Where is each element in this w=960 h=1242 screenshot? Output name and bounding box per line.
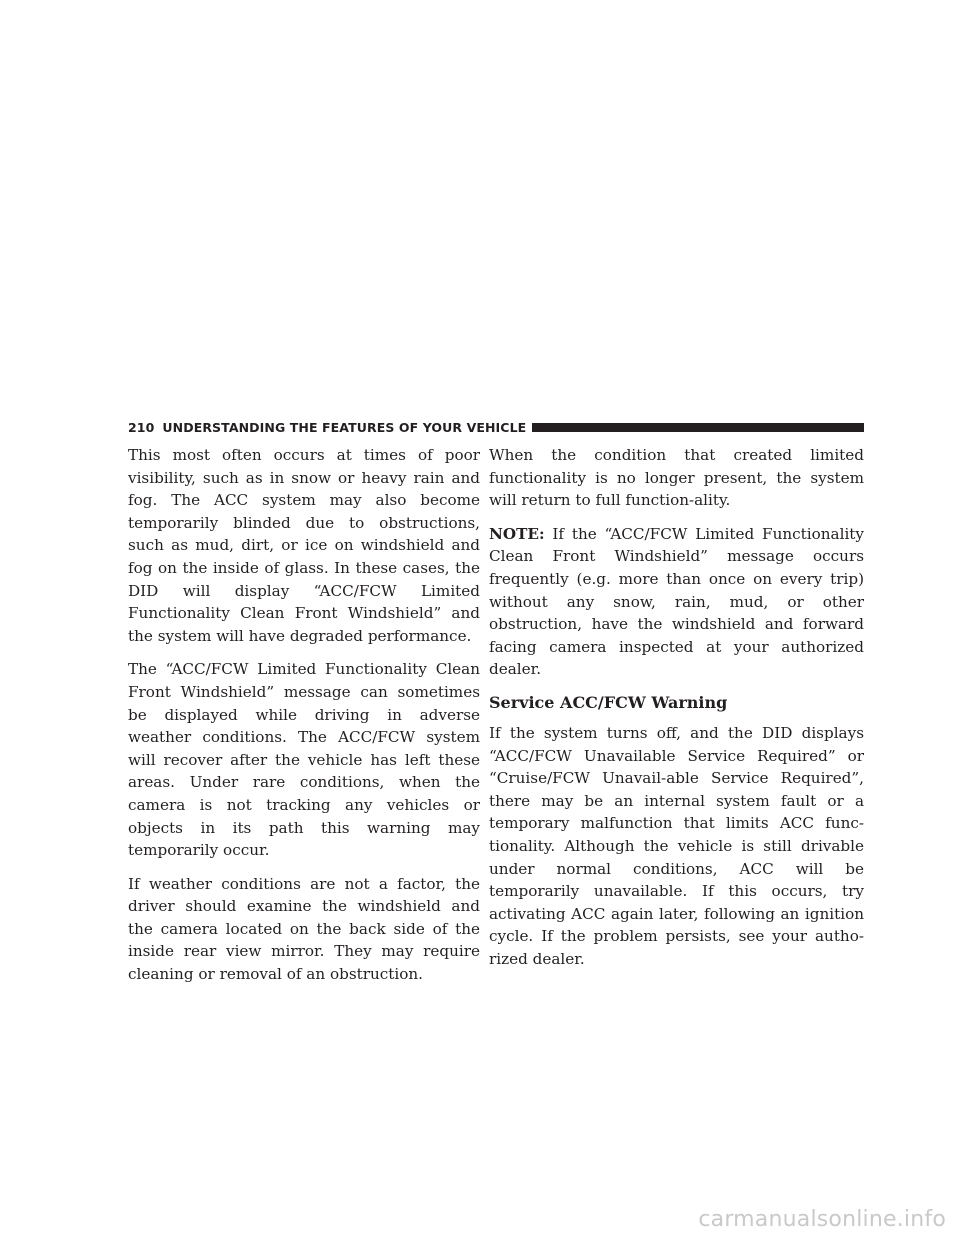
paragraph-full-functionality: When the condition that created limited functionality is no longer present, the system will return to full function-ality. [489,446,864,510]
watermark: carmanualsonline.info [698,1207,946,1232]
page-header [128,417,864,437]
section-title: UNDERSTANDING THE FEATURES OF YOUR VEHICLE [162,419,527,435]
paragraph-adverse-weather: The “ACC/FCW Limited Functionality Clean Front Windshield” message can sometimes be displayed while driving in adverse weather conditions. The ACC/FCW system will recover after the vehicle has left these areas. Under rare conditions, when the camera is not tracking any vehicles or objects in its path this warning may temporarily occur. [128,660,480,860]
note-text: If the “ACC/FCW Limited Functionality Clean Front Windshield” message occurs frequently (e.g. more than once on every trip) without any snow, rain, mud, or other obstruction, have the windshield and forward facing camera inspected at your authorized dealer. [489,524,864,679]
page-number: 210 [128,419,155,435]
paragraph-examine-windshield: If weather conditions are not a factor, the driver should examine the windshield and the camera located on the back side of the inside rear view mirror. They may require cleaning or removal of an obstruction. [128,874,480,984]
right-column [489,444,864,981]
paragraph-service-warning: If the system turns off, and the DID displays “ACC/FCW Unavailable Service Required” or “Cruise/FCW Unavail-able Service Required”, there may be an internal system fault or a temporary malfunction that limits ACC func-tionality. Although the vehicle is still drivable under normal conditions, ACC will be temporarily unavailable. If this occurs, try activating ACC again later, following an ignition cycle. If the problem persists, see your autho-rized dealer. [489,723,864,968]
note-paragraph [489,523,864,681]
header-rule [532,423,864,432]
left-column [128,444,480,997]
note-label: NOTE: [489,524,545,543]
paragraph-poor-visibility: This most often occurs at times of poor visibility, such as in snow or heavy rain and fog. The ACC system may also become temporarily blinded due to obstructions, such as mud, dirt, or ice on windshield and fog on the inside of glass. In these cases, the DID will display “ACC/FCW Limited Functionality Clean Front Windshield” and the system will have degraded performance. [128,446,480,645]
service-warning-heading: Service ACC/FCW Warning [489,692,728,712]
